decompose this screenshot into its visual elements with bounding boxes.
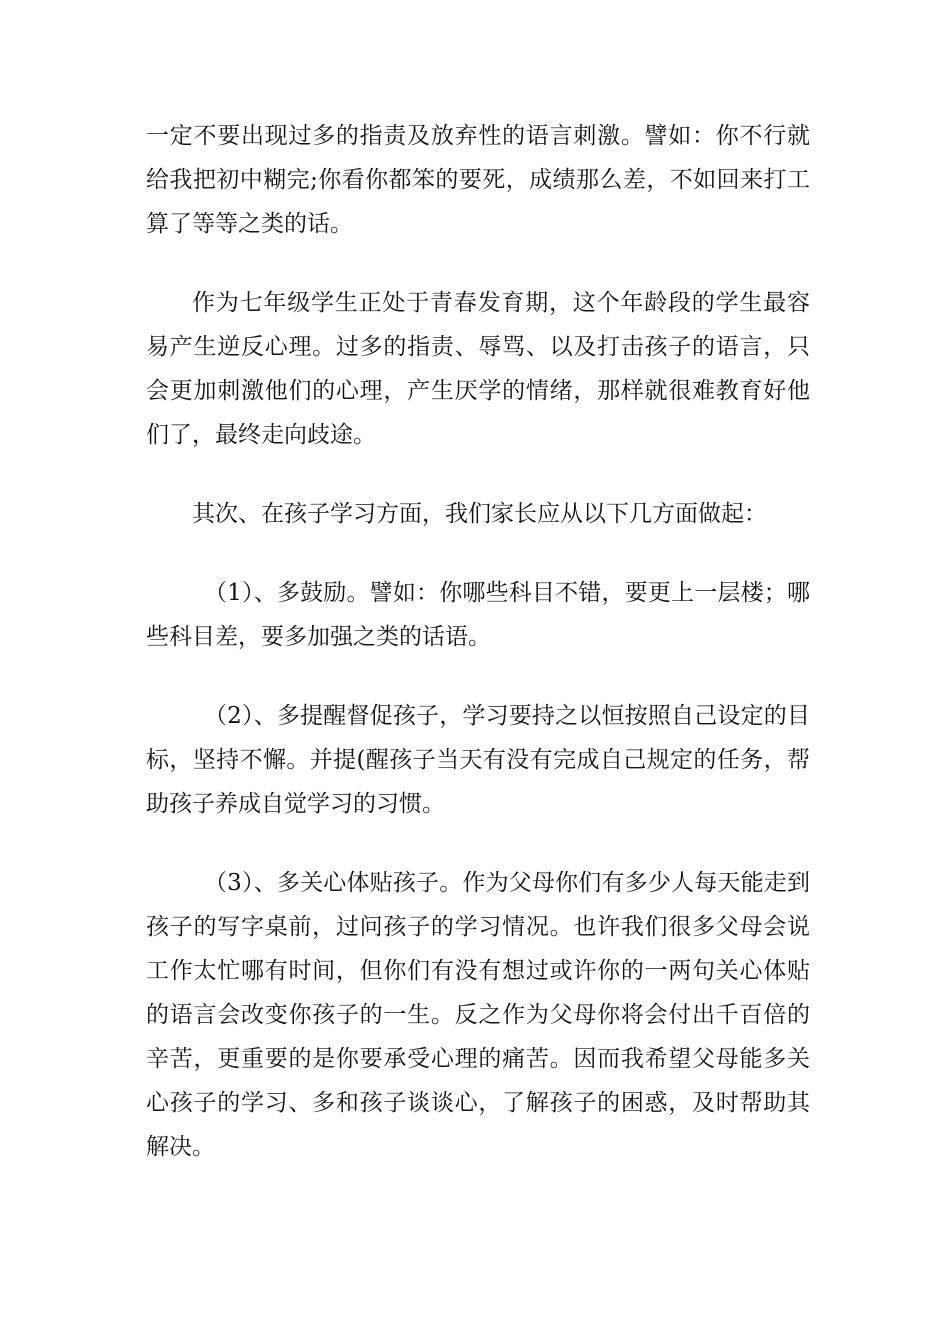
list-item-remind: （2）、多提醒督促孩子，学习要持之以恒按照自己设定的目标，坚持不懈。并提(醒孩子当天有没有完成自己规定的任务，帮助孩子养成自觉学习的习惯。 xyxy=(146,703,810,817)
paragraph-study-intro: 其次、在孩子学习方面，我们家长应从以下几方面做起： xyxy=(192,501,767,527)
paragraph-adolescence: 作为七年级学生正处于青春发育期，这个年龄段的学生最容易产生逆反心理。过多的指责、辱骂、以及打击孩子的语言，只会更加刺激他们的心理，产生厌学的情绪，那样就很难教育好他们了，最终走向歧途。 xyxy=(146,290,810,448)
list-item-encourage: （1）、多鼓励。譬如：你哪些科目不错，要更上一层楼；哪些科目差，要多加强之类的话语。 xyxy=(146,580,810,650)
document-body xyxy=(146,114,810,1204)
list-item-care: （3）、多关心体贴孩子。作为父母你们有多少人每天能走到孩子的写字桌前，过问孩子的学习情况。也许我们很多父母会说工作太忙哪有时间，但你们有没有想过或许你的一两句关心体贴的语言会改变你孩子的一生。反之作为父母你将会付出千百倍的辛苦，更重要的是你要承受心理的痛苦。因而我希望父母能多关心孩子的学习、多和孩子谈谈心，了解孩子的困惑，及时帮助其解决。 xyxy=(146,870,810,1160)
paragraph-continuation: 一定不要出现过多的指责及放弃性的语言刺激。譬如：你不行就给我把初中糊完;你看你都笨的要死，成绩那么差，不如回来打工算了等等之类的话。 xyxy=(146,123,810,237)
